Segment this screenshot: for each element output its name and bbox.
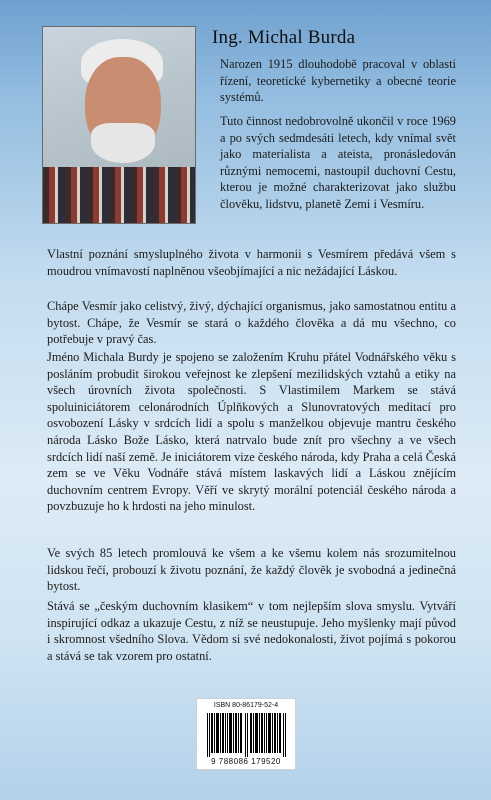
bio-paragraph-2: Tuto činnost nedobrovolně ukončil v roce 1969 a po svých sedmdesáti letech, kdy vnímal svět jako materialista a ateista, pronásledován různými nemocemi, nastoupil duchovní Cestu, kterou je možné charakterizovat jako službu člověku, lidstvu, planetě Zemi i Vesmíru. — [220, 114, 456, 211]
bio-paragraph-3: Chápe Vesmír jako celistvý, živý, dýchající organismus, jako samostatnou entitu a bytost. Chápe, že Vesmír se stará o každého člověka a dá mu všechno, co potřebuje v pravý čas. — [47, 299, 456, 347]
bio-paragraph-4: Jméno Michala Burdy je spojeno se založením Kruhu přátel Vodnářského věku s posláním probudit širokou veřejnost ke zlepšení mezilidských vztahů a etiky na všech úrovních života společnosti. S Vlastimilem Markem se stává spoluiniciátorem celonárodních Úplňkových a Slunovratových meditací pro osvobození Lásky v srdcích lidí a spolu s manželkou objevuje mantru českého národa Lásko Bože Lásko, která natrvalo bude znít pro všechny a ve všech srdcích lidí naší země. Je iniciátorem vize českého národa, kdy Praha a celá Česká zem se ve Věku Vodnáře stává místem laskavých lidí a Láskou znějícím duchovním centrem Evropy. Věří ve skrytý morální potenciál českého národa a povzbuzuje ho k hrdosti na jeho minulost. — [47, 350, 456, 514]
author-photo — [42, 26, 196, 224]
ean-number: 9 788086 179520 — [211, 757, 281, 766]
bio-paragraph-5: Ve svých 85 letech promlouvá ke všem a ke všemu kolem nás srozumitelnou lidskou řečí, probouzí k životu poznání, že každý člověk je svobodná a jedinečná bytost. — [47, 546, 456, 594]
barcode — [196, 698, 296, 770]
bio-paragraph-6: Stává se „českým duchovním klasikem“ v tom nejlepším slova smyslu. Vytváří inspirující odkaz a ukazuje Cestu, z níž se neustupuje. Jeho myšlenky mají původ i skromnost všedního Slova. Vědom si své nedokonalosti, život pojímá s pokorou a stává se tak vzorem pro ostatní. — [47, 599, 456, 663]
photo-shirt — [43, 167, 195, 224]
barcode-bars — [207, 713, 287, 757]
author-name: Ing. Michal Burda — [212, 27, 356, 48]
isbn-label: ISBN 80-86179-52-4 — [213, 702, 279, 709]
bio-paragraph-2-continued: Vlastní poznání smysluplného života v harmonii s Vesmírem předává všem s moudrou vnímavostí naplněnou všeobjímající a nic nežádající Láskou. — [47, 247, 456, 278]
bio-paragraph-1: Narozen 1915 dlouhodobě pracoval v oblasti řízení, teoretické kybernetiky a obecné teorie systémů. — [220, 57, 456, 105]
photo-beard — [91, 123, 155, 163]
